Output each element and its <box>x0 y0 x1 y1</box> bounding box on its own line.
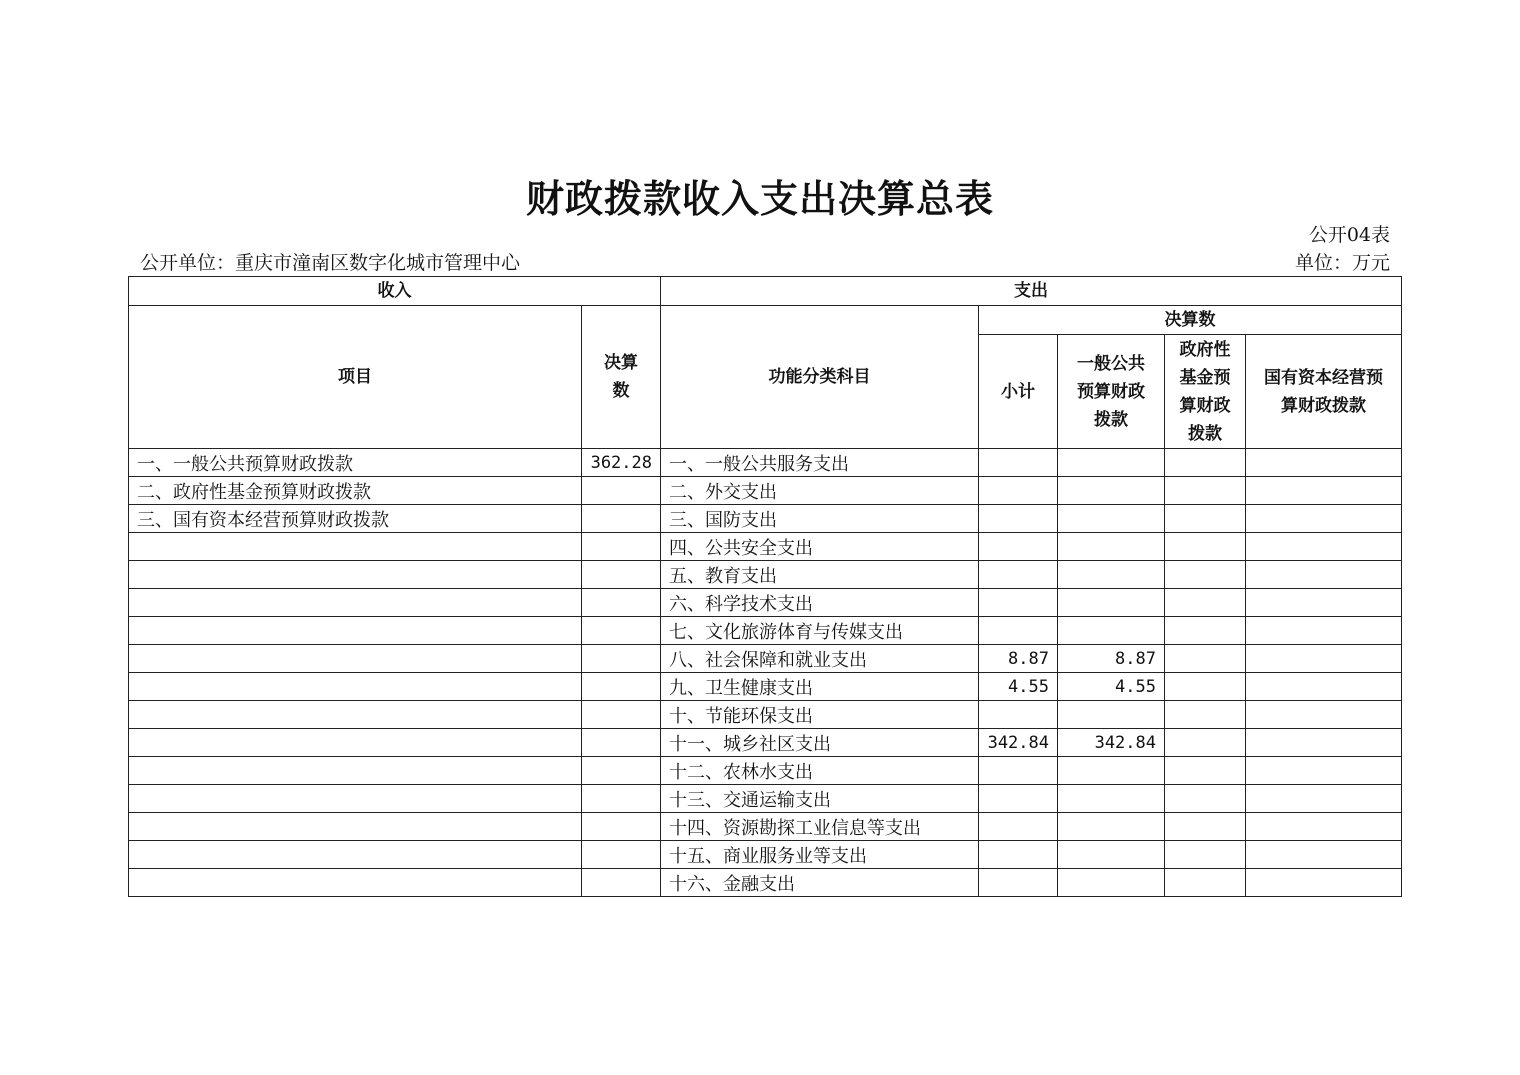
income-amount-cell <box>582 701 661 729</box>
gov-fund-cell <box>1165 477 1246 505</box>
general-budget-cell <box>1058 841 1165 869</box>
general-budget-cell <box>1058 477 1165 505</box>
state-capital-cell <box>1246 729 1402 757</box>
subtotal-cell <box>979 617 1058 645</box>
state-capital-header: 国有资本经营预算财政拨款 <box>1246 335 1402 449</box>
state-capital-cell <box>1246 841 1402 869</box>
final-amount-header: 决算数 <box>582 306 661 449</box>
income-item-cell: 三、国有资本经营预算财政拨款 <box>129 505 582 533</box>
income-item-cell <box>129 645 582 673</box>
gov-fund-cell <box>1165 813 1246 841</box>
page-title: 财政拨款收入支出决算总表 <box>525 176 994 221</box>
general-budget-cell <box>1058 869 1165 897</box>
income-amount-cell <box>582 869 661 897</box>
income-amount-cell <box>582 785 661 813</box>
state-capital-cell <box>1246 617 1402 645</box>
expense-item-cell: 十五、商业服务业等支出 <box>661 841 979 869</box>
table-row <box>129 813 1402 841</box>
income-amount-cell <box>582 477 661 505</box>
reporting-unit: 公开单位：重庆市潼南区数字化城市管理中心 <box>140 252 521 274</box>
income-amount-cell <box>582 561 661 589</box>
income-amount-cell <box>582 533 661 561</box>
item-header: 项目 <box>129 306 582 449</box>
income-amount-cell <box>582 589 661 617</box>
gov-fund-cell <box>1165 757 1246 785</box>
income-amount-cell <box>582 645 661 673</box>
table-row <box>129 841 1402 869</box>
expense-item-cell: 三、国防支出 <box>661 505 979 533</box>
state-capital-cell <box>1246 589 1402 617</box>
income-item-cell <box>129 841 582 869</box>
gov-fund-cell <box>1165 869 1246 897</box>
income-amount-cell <box>582 841 661 869</box>
table-row <box>129 477 1402 505</box>
gov-fund-cell <box>1165 617 1246 645</box>
table-row <box>129 449 1402 477</box>
expense-item-cell: 十六、金融支出 <box>661 869 979 897</box>
header-row-mid <box>129 306 1402 335</box>
expense-item-cell: 五、教育支出 <box>661 561 979 589</box>
table-row <box>129 533 1402 561</box>
income-amount-cell <box>582 505 661 533</box>
subtotal-cell: 4.55 <box>979 673 1058 701</box>
table-row <box>129 673 1402 701</box>
subtotal-cell <box>979 757 1058 785</box>
expense-item-cell: 十、节能环保支出 <box>661 701 979 729</box>
table-row <box>129 561 1402 589</box>
expense-item-cell: 一、一般公共服务支出 <box>661 449 979 477</box>
budget-table <box>128 276 1402 897</box>
subtotal-cell <box>979 589 1058 617</box>
state-capital-cell <box>1246 533 1402 561</box>
table-row <box>129 589 1402 617</box>
general-budget-cell <box>1058 561 1165 589</box>
expense-item-cell: 十二、农林水支出 <box>661 757 979 785</box>
state-capital-cell <box>1246 505 1402 533</box>
general-budget-cell <box>1058 505 1165 533</box>
expense-item-cell: 七、文化旅游体育与传媒支出 <box>661 617 979 645</box>
general-budget-cell <box>1058 785 1165 813</box>
income-item-cell <box>129 533 582 561</box>
subtotal-cell <box>979 701 1058 729</box>
income-item-cell <box>129 701 582 729</box>
general-budget-cell <box>1058 589 1165 617</box>
subtotal-cell: 8.87 <box>979 645 1058 673</box>
table-row <box>129 869 1402 897</box>
subtotal-cell <box>979 813 1058 841</box>
table-row <box>129 701 1402 729</box>
state-capital-cell <box>1246 757 1402 785</box>
income-item-cell <box>129 589 582 617</box>
state-capital-cell <box>1246 673 1402 701</box>
gov-fund-cell <box>1165 673 1246 701</box>
gov-fund-cell <box>1165 505 1246 533</box>
gov-fund-cell <box>1165 449 1246 477</box>
expense-item-cell: 二、外交支出 <box>661 477 979 505</box>
income-item-cell <box>129 813 582 841</box>
table-row <box>129 505 1402 533</box>
income-amount-cell <box>582 673 661 701</box>
income-item-cell <box>129 617 582 645</box>
function-category-header: 功能分类科目 <box>661 306 979 449</box>
state-capital-cell <box>1246 561 1402 589</box>
expense-item-cell: 八、社会保障和就业支出 <box>661 645 979 673</box>
state-capital-cell <box>1246 869 1402 897</box>
general-budget-cell <box>1058 533 1165 561</box>
general-budget-cell: 342.84 <box>1058 729 1165 757</box>
state-capital-cell <box>1246 813 1402 841</box>
gov-fund-cell <box>1165 533 1246 561</box>
income-amount-cell <box>582 617 661 645</box>
state-capital-cell <box>1246 785 1402 813</box>
gov-fund-cell <box>1165 841 1246 869</box>
expense-item-cell: 六、科学技术支出 <box>661 589 979 617</box>
income-amount-cell <box>582 729 661 757</box>
general-budget-cell <box>1058 757 1165 785</box>
income-item-cell: 二、政府性基金预算财政拨款 <box>129 477 582 505</box>
subtotal-header: 小计 <box>979 335 1058 449</box>
expense-item-cell: 十三、交通运输支出 <box>661 785 979 813</box>
general-budget-cell: 8.87 <box>1058 645 1165 673</box>
table-row <box>129 645 1402 673</box>
subtotal-cell <box>979 841 1058 869</box>
expense-item-cell: 十四、资源勘探工业信息等支出 <box>661 813 979 841</box>
gov-fund-cell <box>1165 645 1246 673</box>
income-item-cell <box>129 561 582 589</box>
subtotal-cell <box>979 785 1058 813</box>
subtotal-cell <box>979 449 1058 477</box>
gov-fund-cell <box>1165 701 1246 729</box>
subtotal-cell <box>979 869 1058 897</box>
expense-item-cell: 十一、城乡社区支出 <box>661 729 979 757</box>
gov-fund-cell <box>1165 729 1246 757</box>
table-row <box>129 757 1402 785</box>
income-item-cell <box>129 757 582 785</box>
income-amount-cell <box>582 757 661 785</box>
subtotal-cell <box>979 533 1058 561</box>
expense-item-cell: 四、公共安全支出 <box>661 533 979 561</box>
general-budget-header: 一般公共预算财政拨款 <box>1058 335 1165 449</box>
state-capital-cell <box>1246 449 1402 477</box>
subtotal-cell <box>979 477 1058 505</box>
header-row-top <box>129 277 1402 306</box>
currency-unit: 单位：万元 <box>1294 252 1390 274</box>
general-budget-cell <box>1058 701 1165 729</box>
income-header: 收入 <box>129 277 661 306</box>
expense-item-cell: 九、卫生健康支出 <box>661 673 979 701</box>
gov-fund-cell <box>1165 589 1246 617</box>
state-capital-cell <box>1246 645 1402 673</box>
table-number: 公开04表 <box>1308 224 1390 246</box>
income-amount-cell: 362.28 <box>582 449 661 477</box>
income-item-cell <box>129 729 582 757</box>
general-budget-cell: 4.55 <box>1058 673 1165 701</box>
gov-fund-cell <box>1165 561 1246 589</box>
final-group-header: 决算数 <box>979 306 1402 335</box>
table-row <box>129 785 1402 813</box>
income-item-cell: 一、一般公共预算财政拨款 <box>129 449 582 477</box>
gov-fund-cell <box>1165 785 1246 813</box>
income-item-cell <box>129 673 582 701</box>
expense-header: 支出 <box>661 277 1402 306</box>
general-budget-cell <box>1058 449 1165 477</box>
state-capital-cell <box>1246 477 1402 505</box>
general-budget-cell <box>1058 617 1165 645</box>
table-row <box>129 729 1402 757</box>
table-row <box>129 617 1402 645</box>
subtotal-cell: 342.84 <box>979 729 1058 757</box>
subtotal-cell <box>979 561 1058 589</box>
state-capital-cell <box>1246 701 1402 729</box>
income-item-cell <box>129 785 582 813</box>
income-amount-cell <box>582 813 661 841</box>
income-item-cell <box>129 869 582 897</box>
gov-fund-header: 政府性基金预算财政拨款 <box>1165 335 1246 449</box>
subtotal-cell <box>979 505 1058 533</box>
general-budget-cell <box>1058 813 1165 841</box>
